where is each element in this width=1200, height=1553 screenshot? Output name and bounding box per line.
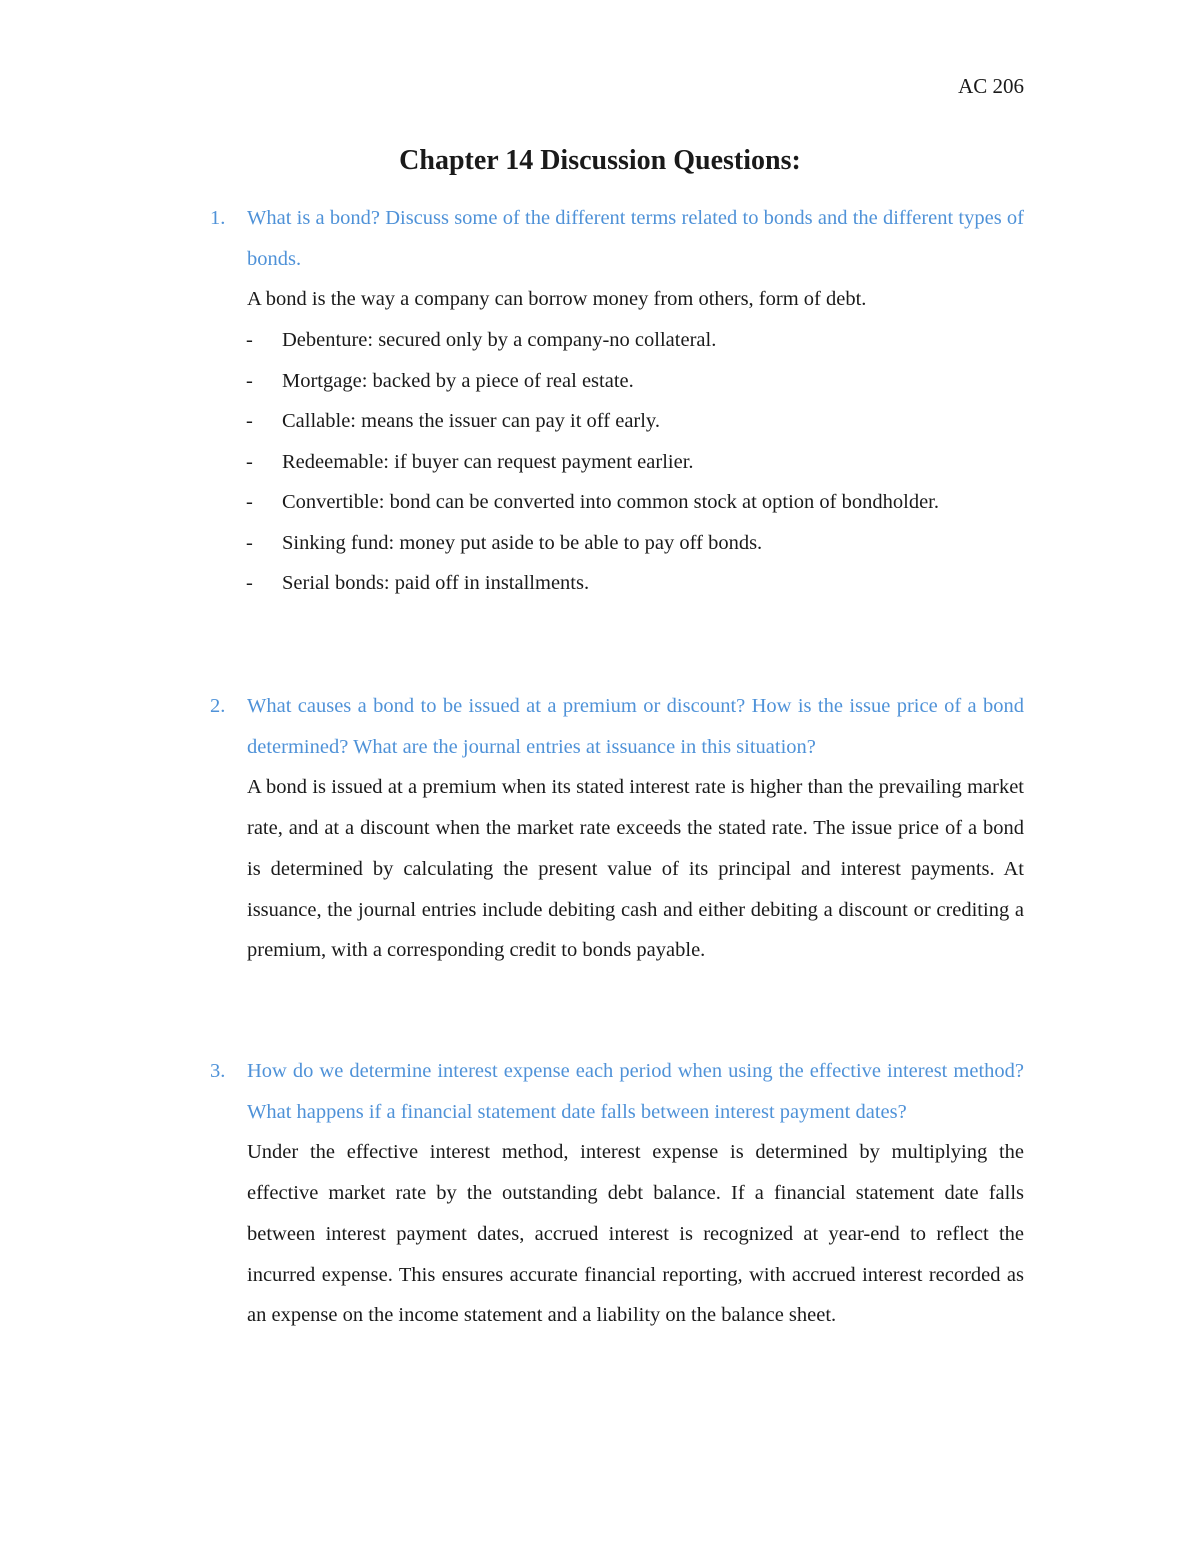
page-title: Chapter 14 Discussion Questions: bbox=[399, 145, 801, 176]
question-text: How do we determine interest expense each period when using the effective interest method? What happens if a financial statement date falls between interest payment dates? bbox=[247, 1060, 1024, 1123]
list-item: - Serial bonds: paid off in installments. bbox=[210, 563, 1024, 604]
list-dash: - bbox=[246, 491, 253, 514]
list-dash: - bbox=[246, 531, 253, 554]
course-code: AC 206 bbox=[958, 74, 1024, 98]
list-item: - Callable: means the issuer can pay it off early. bbox=[210, 401, 1024, 442]
list-item: - Debenture: secured only by a company-no collateral. bbox=[210, 320, 1024, 361]
question-number: 3. bbox=[210, 1060, 226, 1082]
list-item: - Redeemable: if buyer can request payment earlier. bbox=[210, 442, 1024, 483]
bond-terms-list bbox=[210, 320, 1024, 604]
list-dash: - bbox=[246, 329, 253, 352]
list-item: - Convertible: bond can be converted into common stock at option of bondholder. bbox=[210, 482, 1024, 523]
question-number: 2. bbox=[210, 695, 226, 717]
question-text: What is a bond? Discuss some of the different terms related to bonds and the different types of bonds. bbox=[247, 207, 1024, 270]
list-dash: - bbox=[246, 369, 253, 392]
question-text: What causes a bond to be issued at a premium or discount? How is the issue price of a bond determined? What are the journal entries at issuance in this situation? bbox=[247, 695, 1024, 758]
question-number: 1. bbox=[210, 207, 226, 229]
question-3 bbox=[210, 1051, 1024, 1336]
question-2 bbox=[210, 686, 1024, 971]
answer-text: A bond is issued at a premium when its stated interest rate is higher than the prevailing market rate, and at a discount when the market rate exceeds the stated rate. The issue price of a bond is determined by calculating the present value of its principal and interest payments. At issuance, the journal entries include debiting cash and either debiting a discount or crediting a premium, with a corresponding credit to bonds payable. bbox=[247, 776, 1024, 962]
list-item: - Sinking fund: money put aside to be able to pay off bonds. bbox=[210, 523, 1024, 564]
list-dash: - bbox=[246, 450, 253, 473]
answer-text: A bond is the way a company can borrow money from others, form of debt. bbox=[247, 288, 867, 311]
answer-text: Under the effective interest method, interest expense is determined by multiplying the effective market rate by the outstanding debt balance. If a financial statement date falls between interest payment dates, accrued interest is recognized at year-end to reflect the incurred expense. This ensures accurate financial reporting, with accrued interest recorded as an expense on the income statement and a liability on the balance sheet. bbox=[247, 1141, 1024, 1327]
list-item: - Mortgage: backed by a piece of real estate. bbox=[210, 361, 1024, 402]
list-dash: - bbox=[246, 410, 253, 433]
question-1 bbox=[210, 198, 1024, 604]
list-dash: - bbox=[246, 572, 253, 595]
